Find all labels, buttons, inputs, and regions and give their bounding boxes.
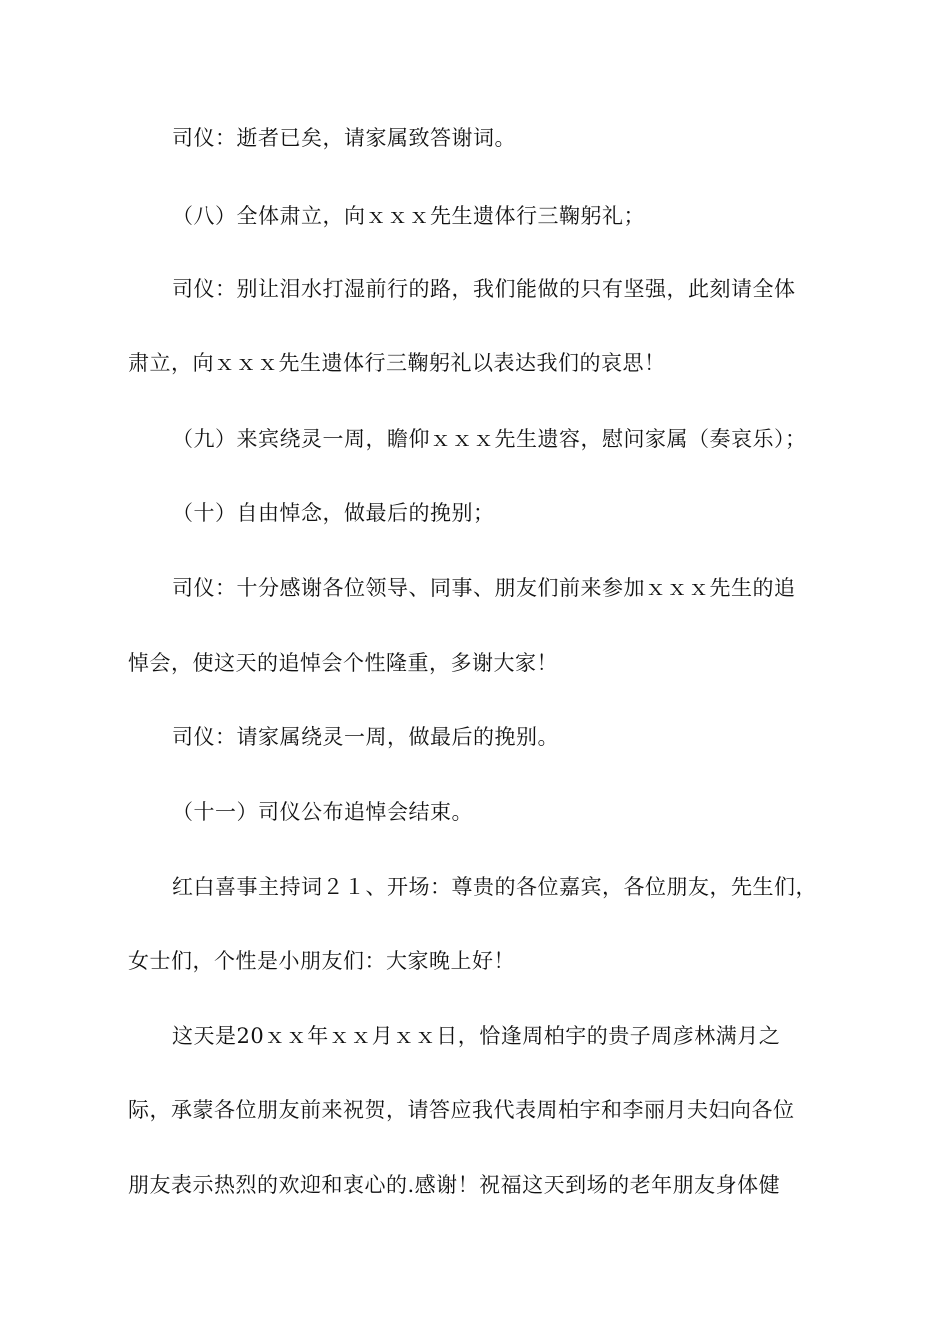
text-line: （十）自由悼念，做最后的挽别； — [172, 501, 495, 525]
text-line: 女士们，个性是小朋友们：大家晚上好！ — [128, 949, 515, 973]
text-line: 司仪：逝者已矣，请家属致答谢词。 — [172, 126, 516, 150]
text-line: （九）来宾绕灵一周，瞻仰ｘｘｘ先生遗容，慰问家属（奏哀乐）； — [172, 427, 807, 451]
text-line: 朋友表示热烈的欢迎和衷心的.感谢！祝福这天到场的老年朋友身体健 — [128, 1173, 781, 1197]
text-line: 司仪：十分感谢各位领导、同事、朋友们前来参加ｘｘｘ先生的追 — [172, 576, 796, 600]
text-line: 肃立，向ｘｘｘ先生遗体行三鞠躬礼以表达我们的哀思！ — [128, 351, 666, 375]
text-line: （十一）司仪公布追悼会结束。 — [172, 800, 473, 824]
text-line: 司仪：请家属绕灵一周，做最后的挽别。 — [172, 725, 559, 749]
text-line: （八）全体肃立，向ｘｘｘ先生遗体行三鞠躬礼； — [172, 204, 645, 228]
text-line: 悼会，使这天的追悼会个性隆重，多谢大家！ — [128, 651, 558, 675]
text-line: 际，承蒙各位朋友前来祝贺，请答应我代表周柏宇和李丽月夫妇向各位 — [128, 1098, 795, 1122]
text-line: 司仪：别让泪水打湿前行的路，我们能做的只有坚强，此刻请全体 — [172, 277, 796, 301]
text-line: 这天是20ｘｘ年ｘｘ月ｘｘ日，恰逢周柏宇的贵子周彦林满月之 — [172, 1024, 781, 1048]
text-line: 红白喜事主持词２１、开场：尊贵的各位嘉宾，各位朋友，先生们， — [172, 875, 817, 899]
